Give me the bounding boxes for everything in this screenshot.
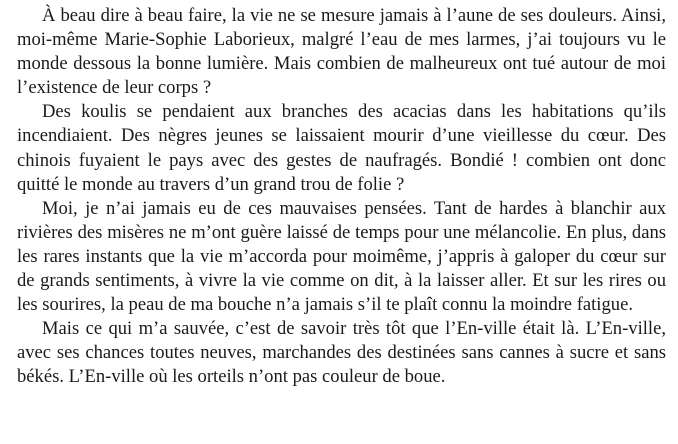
paragraph: Des koulis se pendaient aux branches des acacias dans les habitations qu’ils incendiaient. Des nègres jeunes se laissaient mourir d’une vieillesse du cœur. Des chinois fuyaient le pays avec des gestes de naufragés. Bondié ! combien ont donc quitté le monde au travers d’un grand trou de folie ? xyxy=(17,101,666,195)
paragraph: Moi, je n’ai jamais eu de ces mauvaises pensées. Tant de hardes à blanchir aux rivières des misères ne m’ont guère laissé de temps pour une mélancolie. En plus, dans les rares instants que la vie m’accorda pour moimême, j’appris à galoper du cœur sur de grands sentiments, à vivre la vie comme on dit, à la laisser aller. Et sur les rires ou les sourires, la peau de ma bouche n’a jamais s’il te plaît connu la moindre fatigue. xyxy=(17,197,666,316)
document-page xyxy=(17,4,666,390)
paragraph: Mais ce qui m’a sauvée, c’est de savoir très tôt que l’En-ville était là. L’En-ville, avec ses chances toutes neuves, marchandes des destinées sans cannes à sucre et sans békés. L’En-ville où les orteils n’ont pas couleur de boue. xyxy=(17,318,666,388)
paragraph: À beau dire à beau faire, la vie ne se mesure jamais à l’aune de ses douleurs. Ainsi, moi-même Marie-Sophie Laborieux, malgré l’eau de mes larmes, j’ai toujours vu le monde dessous la bonne lumière. Mais combien de malheureux ont tué autour de moi l’existence de leur corps ? xyxy=(17,5,666,99)
